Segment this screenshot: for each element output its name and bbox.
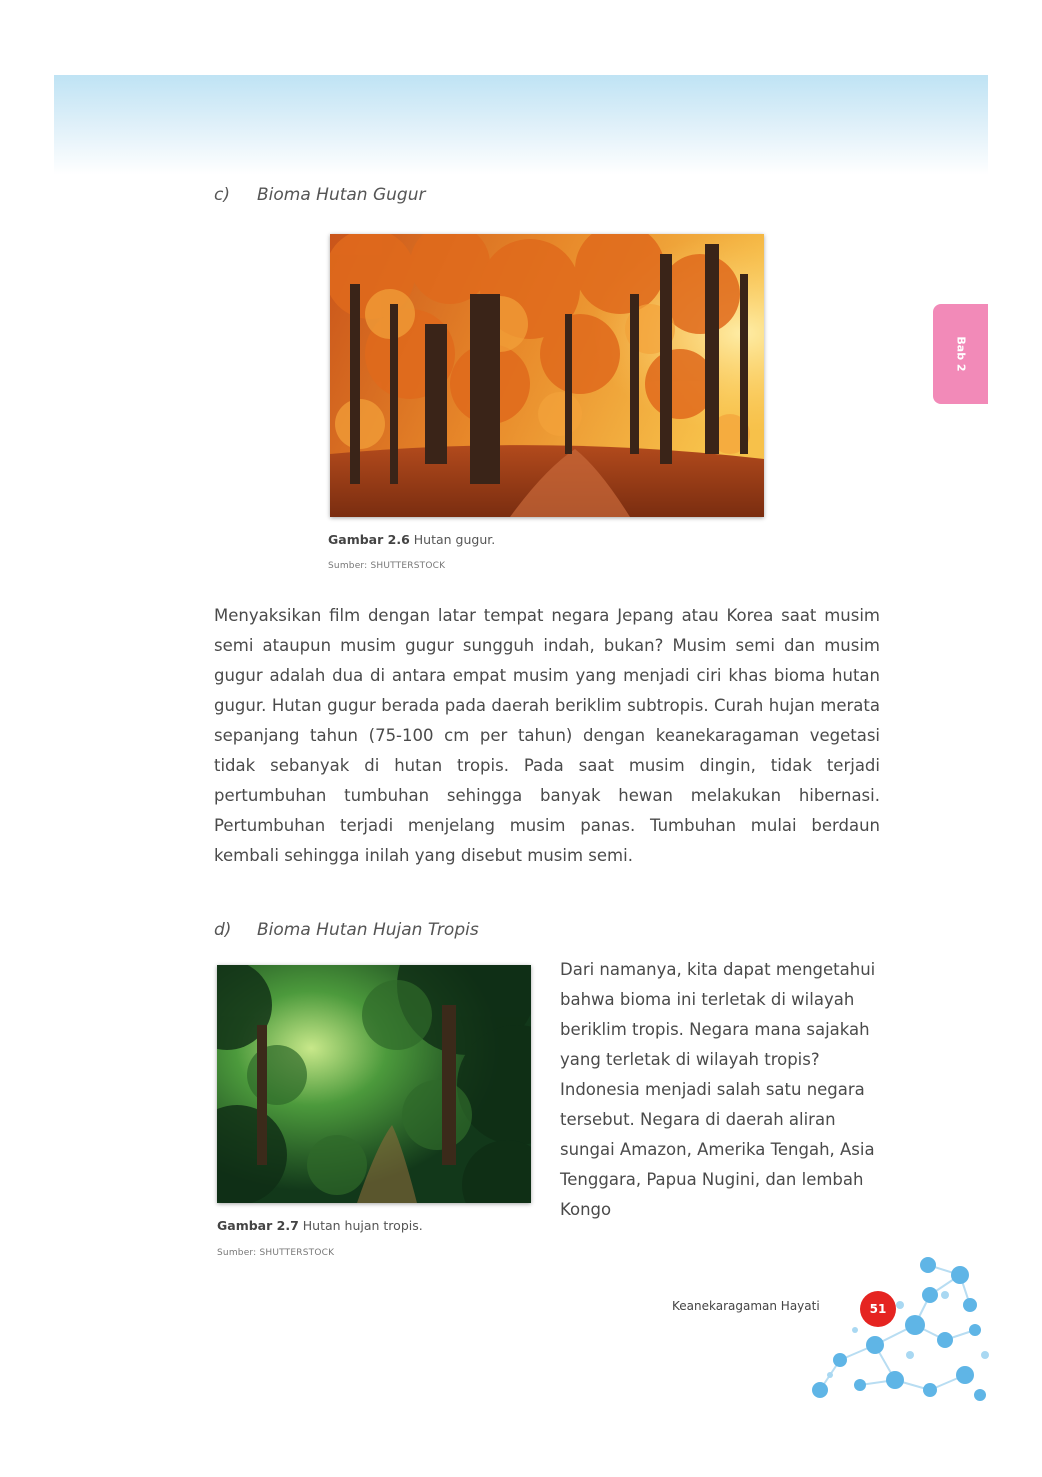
section-c-label: c) [214,185,230,205]
section-c-heading [214,185,426,205]
figure-2-7-source: Sumber: SHUTTERSTOCK [217,1248,335,1258]
chapter-tab-label: Bab 2 [954,336,967,372]
page-number: 51 [860,1291,896,1327]
rainforest-image [217,965,531,1203]
footer-book-title: Keanekaragaman Hayati [672,1299,820,1313]
section-c-title: Bioma Hutan Gugur [257,185,426,205]
paragraph-deciduous-forest: Menyaksikan film dengan latar tempat negara Jepang atau Korea saat musim semi ataupun musim gugur sungguh indah, bukan? Musim semi dan musim gugur adalah dua di antara empat musim yang menjadi ciri khas bioma hutan gugur. Hutan gugur berada pada daerah beriklim subtropis. Curah hujan merata sepanjang tahun (75-100 cm per tahun) dengan keanekaragaman vegetasi tidak sebanyak di hutan tropis. Pada saat musim dingin, tidak terjadi pertumbuhan tumbuhan sehingga banyak hewan melakukan hibernasi. Pertumbuhan terjadi menjelang musim panas. Tumbuhan mulai berdaun kembali sehingga inilah yang disebut musim semi. [214,606,880,865]
figure-2-6-number: Gambar 2.6 [328,532,410,547]
section-d-label: d) [214,920,232,940]
section-d-heading [214,920,479,940]
chapter-tab[interactable] [933,304,988,404]
header-band [54,75,988,175]
section-d-title: Bioma Hutan Hujan Tropis [257,920,479,940]
figure-2-6-caption [328,532,495,547]
figure-2-7-text: Hutan hujan tropis. [302,1218,423,1233]
figure-2-7-number: Gambar 2.7 [217,1218,299,1233]
paragraph-tropical-rainforest: Dari namanya, kita dapat mengetahui bahwa bioma ini terletak di wilayah beriklim tropis. Negara mana sajakah yang terletak di wilayah tropis? Indonesia menjadi salah satu negara tersebut. Negara di daerah aliran sungai Amazon, Amerika Tengah, Asia Tenggara, Papua Nugini, dan lembah Kongo [560,960,876,1219]
molecule-decoration-icon [800,1250,995,1410]
figure-2-7-caption [217,1218,423,1233]
figure-2-6-text: Hutan gugur. [413,532,496,547]
figure-2-6-source: Sumber: SHUTTERSTOCK [328,561,446,571]
autumn-forest-image [330,234,764,517]
